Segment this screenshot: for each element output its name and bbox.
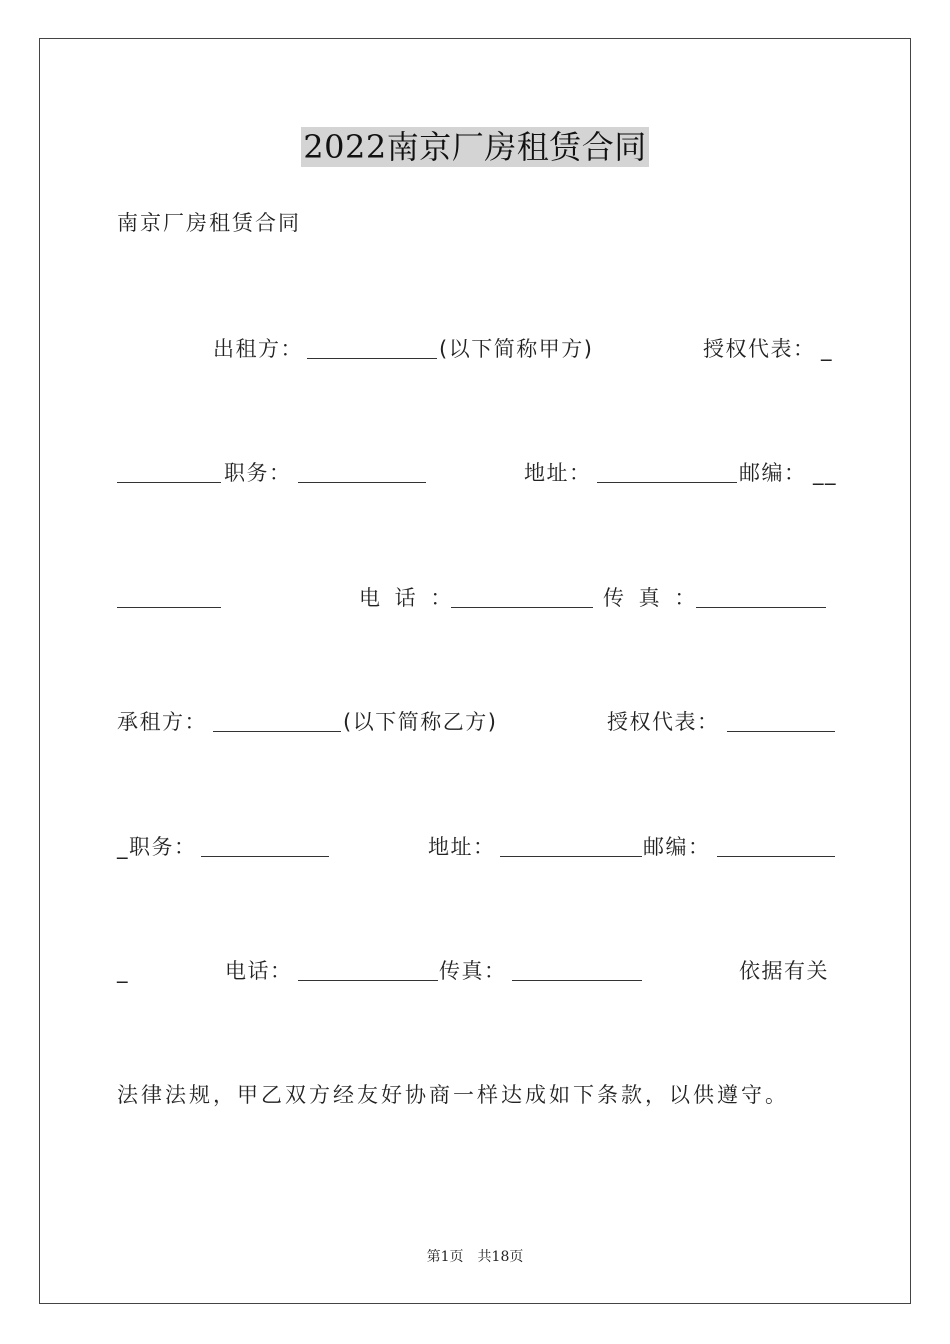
lessor-line-1 [117, 334, 835, 364]
lessee-phone-blank [298, 980, 438, 981]
lessor-rep-blank [117, 482, 221, 483]
lessor-label: 出租方： [213, 337, 303, 361]
lessor-line-2 [117, 458, 835, 488]
lessor-fax-blank [696, 607, 826, 608]
page-footer [0, 1247, 950, 1267]
lessee-position-label: _职务： [117, 835, 197, 859]
lessor-rep-label: 授权代表： [703, 337, 816, 361]
lessee-postcode-label: 邮编： [643, 835, 711, 859]
lessee-line-2 [117, 832, 835, 862]
lessor-fax-label: 传 真 ： [603, 586, 700, 610]
page-number: 第1页 [426, 1249, 464, 1265]
document-subtitle: 南京厂房租赁合同 [117, 211, 301, 235]
lessee-fax-blank [512, 980, 642, 981]
lessee-postcode-tail: _ [117, 959, 129, 983]
lessee-name-blank [213, 731, 341, 732]
lessor-note: (以下简称甲方) [439, 337, 594, 361]
lessor-phone-label: 电 话 ： [359, 586, 456, 610]
lessee-line-1 [117, 707, 835, 737]
lessee-line-3 [117, 956, 835, 986]
lessee-address-label: 地址： [428, 835, 496, 859]
lessee-note: (以下简称乙方) [343, 710, 498, 734]
page-total: 共18页 [477, 1249, 524, 1265]
lessor-line-3 [117, 583, 835, 613]
basis-line [117, 1080, 835, 1110]
lessor-position-label: 职务： [224, 461, 292, 485]
lessee-phone-label: 电话： [225, 959, 293, 983]
lessor-address-blank [597, 482, 737, 483]
title-container [0, 127, 950, 167]
basis-start-text: 依据有关 [739, 959, 829, 983]
lessee-label: 承租方： [117, 710, 207, 734]
lessor-postcode-label: 邮编： [739, 461, 807, 485]
lessor-postcode-tail: __ [813, 461, 837, 485]
lessee-address-blank [500, 856, 642, 857]
lessee-rep-blank [727, 731, 835, 732]
lessor-rep-tail: _ [821, 337, 833, 361]
lessor-position-blank [298, 482, 426, 483]
lessor-name-blank [307, 358, 437, 359]
lessee-postcode-blank [717, 856, 835, 857]
basis-rest-text: 法律法规，甲乙双方经友好协商一样达成如下条款，以供遵守。 [117, 1083, 789, 1107]
lessor-address-label: 地址： [524, 461, 592, 485]
document-title: 2022南京厂房租赁合同 [303, 128, 647, 166]
lessee-position-blank [201, 856, 329, 857]
lessee-rep-label: 授权代表： [607, 710, 720, 734]
lessor-postcode-blank [117, 607, 221, 608]
lessor-phone-blank [451, 607, 593, 608]
lessee-fax-label: 传真： [439, 959, 507, 983]
